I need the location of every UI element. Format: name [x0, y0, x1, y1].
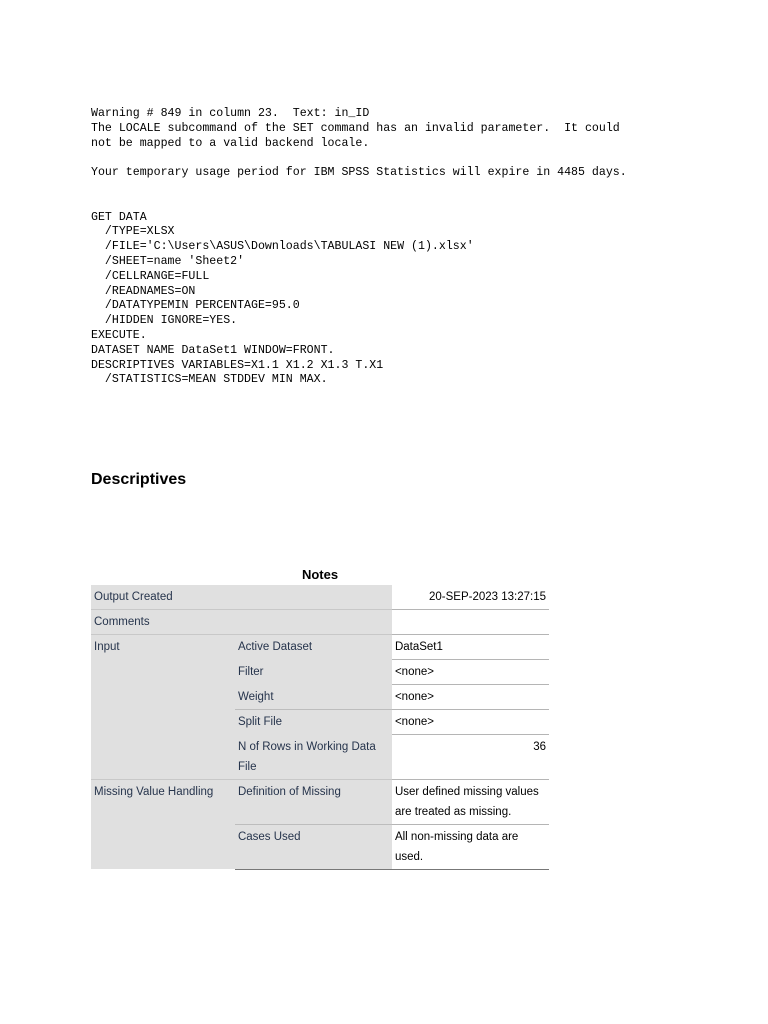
notes-table-title: Notes: [301, 567, 339, 582]
row-definition-missing: [91, 779, 549, 824]
log-line: DESCRIPTIVES VARIABLES=X1.1 X1.2 X1.3 T.X1: [91, 358, 384, 372]
split-file-label: Split File: [235, 710, 392, 735]
definition-missing-label: Definition of Missing: [235, 779, 392, 824]
syntax-log: [91, 107, 627, 388]
input-label: Input: [91, 635, 235, 780]
log-line: /READNAMES=ON: [91, 284, 196, 298]
log-line: not be mapped to a valid backend locale.: [91, 136, 370, 150]
row-output-created: [91, 585, 549, 610]
missing-value-handling-label: Missing Value Handling: [91, 779, 235, 869]
split-file-value: <none>: [392, 710, 549, 735]
log-line: DATASET NAME DataSet1 WINDOW=FRONT.: [91, 343, 335, 357]
log-line: The LOCALE subcommand of the SET command has an invalid parameter. It could: [91, 121, 620, 135]
log-line: /FILE='C:\Users\ASUS\Downloads\TABULASI NEW (1).xlsx': [91, 240, 474, 254]
n-rows-value: 36: [392, 735, 549, 780]
log-line: /HIDDEN IGNORE=YES.: [91, 314, 238, 328]
log-line: /SHEET=name 'Sheet2': [91, 254, 245, 268]
cases-used-value: All non-missing data are used.: [392, 824, 549, 869]
filter-label: Filter: [235, 660, 392, 685]
definition-missing-value: User defined missing values are treated as missing.: [392, 779, 549, 824]
notes-table: [91, 585, 549, 870]
output-created-value: 20-SEP-2023 13:27:15: [392, 585, 549, 610]
output-created-label: Output Created: [91, 585, 392, 610]
log-line: /TYPE=XLSX: [91, 225, 175, 239]
section-heading-descriptives: Descriptives: [91, 471, 187, 488]
row-comments: [91, 610, 549, 635]
log-line: GET DATA: [91, 210, 147, 224]
active-dataset-value: DataSet1: [392, 635, 549, 660]
comments-value: [392, 610, 549, 635]
log-line: EXECUTE.: [91, 328, 147, 342]
n-rows-label: N of Rows in Working Data File: [235, 735, 392, 780]
cases-used-label: Cases Used: [235, 824, 392, 869]
active-dataset-label: Active Dataset: [235, 635, 392, 660]
weight-value: <none>: [392, 685, 549, 710]
weight-label: Weight: [235, 685, 392, 710]
filter-value: <none>: [392, 660, 549, 685]
comments-label: Comments: [91, 610, 392, 635]
log-line: /DATATYPEMIN PERCENTAGE=95.0: [91, 299, 300, 313]
log-line: /STATISTICS=MEAN STDDEV MIN MAX.: [91, 373, 328, 387]
row-active-dataset: [91, 635, 549, 660]
log-line: Your temporary usage period for IBM SPSS Statistics will expire in 4485 days.: [91, 166, 627, 180]
log-line: Warning # 849 in column 23. Text: in_ID: [91, 107, 370, 120]
log-line: /CELLRANGE=FULL: [91, 269, 210, 283]
